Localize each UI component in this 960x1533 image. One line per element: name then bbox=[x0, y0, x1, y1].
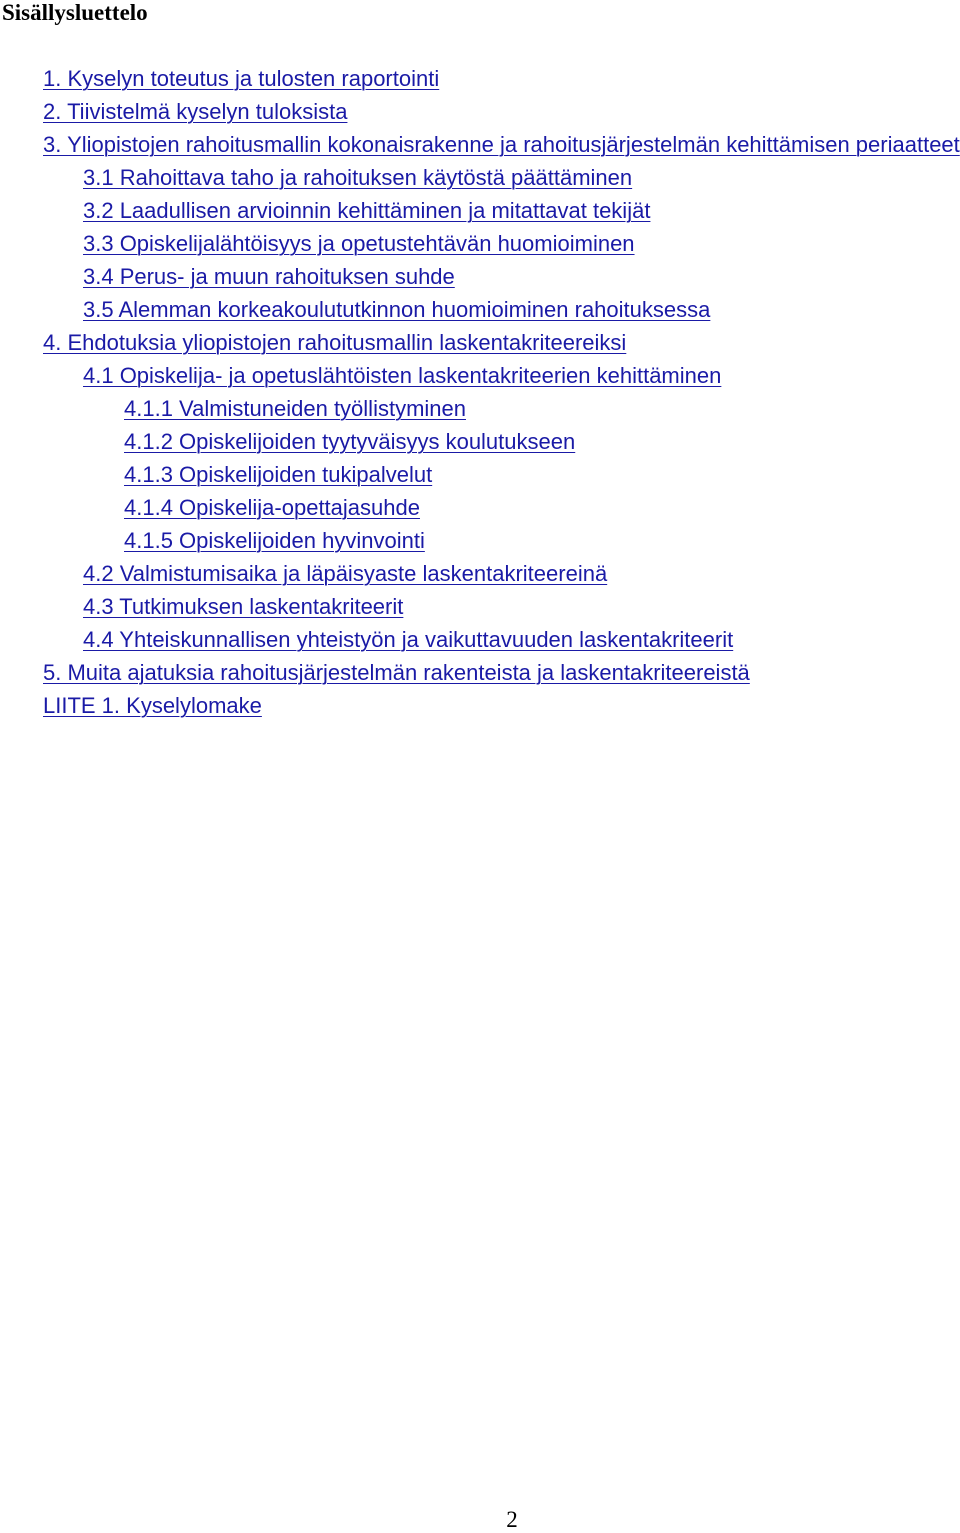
toc-link-3[interactable]: 3. Yliopistojen rahoitusmallin kokonaisrakenne ja rahoitusjärjestelmän kehittämisen periaatteet bbox=[43, 132, 960, 157]
toc-link-4-4[interactable]: 4.4 Yhteiskunnallisen yhteistyön ja vaikuttavuuden laskentakriteerit bbox=[83, 627, 734, 652]
toc-entry bbox=[0, 590, 960, 623]
toc-entry bbox=[0, 62, 960, 95]
toc-link-4-1-5[interactable]: 4.1.5 Opiskelijoiden hyvinvointi bbox=[124, 528, 425, 553]
toc-link-3-5[interactable]: 3.5 Alemman korkeakoulututkinnon huomioiminen rahoituksessa bbox=[83, 297, 711, 322]
page-number: 2 bbox=[506, 1507, 518, 1532]
toc-entry bbox=[0, 161, 960, 194]
toc-link-4-1-3[interactable]: 4.1.3 Opiskelijoiden tukipalvelut bbox=[124, 462, 433, 487]
toc-entry bbox=[0, 524, 960, 557]
toc-entry bbox=[0, 260, 960, 293]
toc-entry bbox=[0, 392, 960, 425]
toc-entry bbox=[0, 425, 960, 458]
toc-link-3-3[interactable]: 3.3 Opiskelijalähtöisyys ja opetustehtävän huomioiminen bbox=[83, 231, 635, 256]
toc-entry bbox=[0, 128, 960, 161]
toc-entry bbox=[0, 326, 960, 359]
toc-link-4-1[interactable]: 4.1 Opiskelija- ja opetuslähtöisten laskentakriteerien kehittäminen bbox=[83, 363, 722, 388]
toc-entry bbox=[0, 227, 960, 260]
toc-entry bbox=[0, 491, 960, 524]
toc-link-1[interactable]: 1. Kyselyn toteutus ja tulosten raportointi bbox=[43, 66, 440, 91]
toc-link-3-4[interactable]: 3.4 Perus- ja muun rahoituksen suhde bbox=[83, 264, 455, 289]
page-title: Sisällysluettelo bbox=[2, 0, 148, 25]
toc-link-3-2[interactable]: 3.2 Laadullisen arvioinnin kehittäminen ja mitattavat tekijät bbox=[83, 198, 651, 223]
toc-entry bbox=[0, 95, 960, 128]
toc-entry bbox=[0, 623, 960, 656]
toc-entry bbox=[0, 557, 960, 590]
toc-link-4-2[interactable]: 4.2 Valmistumisaika ja läpäisyaste laskentakriteereinä bbox=[83, 561, 608, 586]
toc-link-2[interactable]: 2. Tiivistelmä kyselyn tuloksista bbox=[43, 99, 348, 124]
toc-link-appendix-1[interactable]: LIITE 1. Kyselylomake bbox=[43, 693, 262, 718]
table-of-contents bbox=[0, 62, 960, 722]
toc-entry bbox=[0, 656, 960, 689]
toc-link-3-1[interactable]: 3.1 Rahoittava taho ja rahoituksen käytöstä päättäminen bbox=[83, 165, 633, 190]
toc-link-4-1-1[interactable]: 4.1.1 Valmistuneiden työllistyminen bbox=[124, 396, 466, 421]
toc-link-5[interactable]: 5. Muita ajatuksia rahoitusjärjestelmän rakenteista ja laskentakriteereistä bbox=[43, 660, 750, 685]
toc-link-4-1-4[interactable]: 4.1.4 Opiskelija-opettajasuhde bbox=[124, 495, 420, 520]
toc-entry bbox=[0, 458, 960, 491]
toc-entry bbox=[0, 293, 960, 326]
toc-link-4-1-2[interactable]: 4.1.2 Opiskelijoiden tyytyväisyys koulutukseen bbox=[124, 429, 576, 454]
toc-link-4-3[interactable]: 4.3 Tutkimuksen laskentakriteerit bbox=[83, 594, 404, 619]
toc-entry bbox=[0, 194, 960, 227]
toc-entry bbox=[0, 359, 960, 392]
toc-entry bbox=[0, 689, 960, 722]
toc-link-4[interactable]: 4. Ehdotuksia yliopistojen rahoitusmallin laskentakriteereiksi bbox=[43, 330, 627, 355]
